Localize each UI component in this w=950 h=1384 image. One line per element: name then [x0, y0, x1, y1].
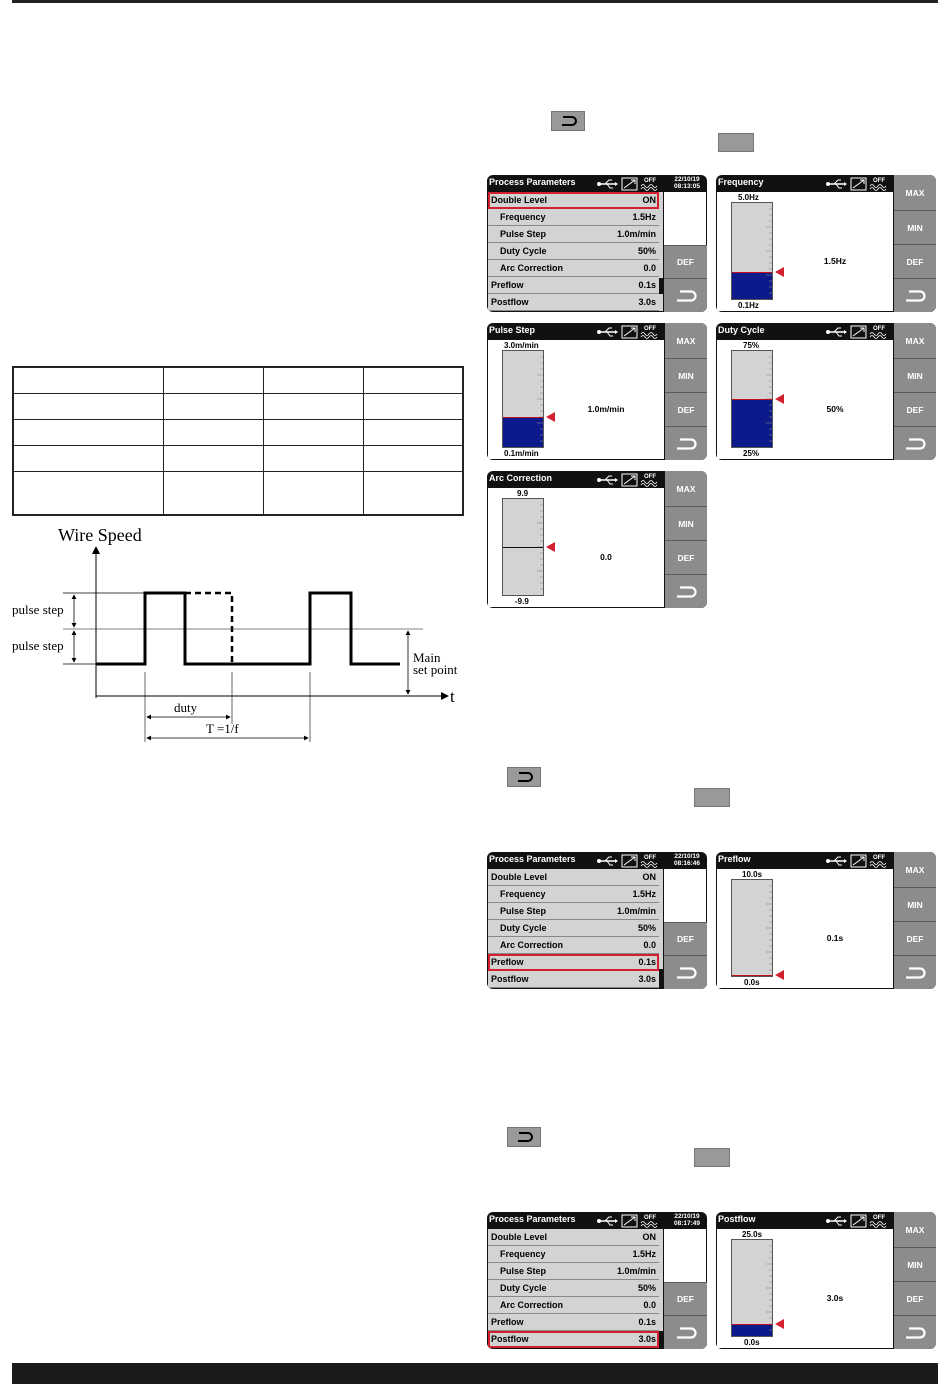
item-value: 50%	[637, 246, 656, 256]
usb-icon	[826, 180, 847, 188]
item-value: 3.0s	[638, 1334, 656, 1344]
wave-icon	[870, 333, 886, 339]
status-icons	[595, 176, 665, 191]
trend-icon	[851, 1215, 866, 1227]
scroll-thumb[interactable]	[659, 969, 663, 988]
back-button[interactable]	[894, 1315, 936, 1349]
return-icon	[515, 772, 533, 782]
list-item-postflow[interactable]	[488, 294, 659, 311]
datetime	[667, 1213, 707, 1229]
preflow-screen	[716, 852, 936, 989]
status-icons	[824, 853, 894, 868]
item-label: Double Level	[491, 1232, 548, 1242]
screen-title: Pulse Step	[489, 325, 536, 335]
wave-icon	[641, 185, 657, 191]
item-value: 1.0m/min	[616, 906, 656, 916]
screen-title: Process Parameters	[489, 1214, 576, 1224]
diagram-title: Wire Speed	[58, 525, 142, 545]
status-icons	[595, 324, 665, 339]
scrollbar[interactable]	[659, 1229, 663, 1348]
date-text: 22/10/19	[674, 1213, 700, 1220]
gauge-bar[interactable]	[731, 1239, 773, 1337]
list-item-arc-correction[interactable]	[488, 937, 659, 954]
pulse-step-screen	[487, 323, 707, 460]
scroll-thumb[interactable]	[659, 278, 663, 294]
process-parameters-screen-1	[487, 175, 707, 312]
def-button[interactable]: DEF	[664, 245, 707, 278]
status-icons	[824, 324, 894, 339]
gauge-area	[717, 192, 893, 311]
wave-icon	[641, 862, 657, 868]
def-button[interactable]: DEF	[664, 1282, 707, 1315]
time-text: 08:13:05	[673, 183, 701, 190]
gauge-level-line	[503, 547, 543, 548]
item-label: Frequency	[500, 889, 546, 899]
gauge-value: 1.0m/min	[587, 404, 625, 414]
item-value: 3.0s	[638, 974, 656, 984]
min-button[interactable]: MIN	[894, 887, 936, 921]
item-label: Postflow	[491, 297, 529, 307]
footer-bar	[12, 1363, 938, 1384]
return-icon	[904, 438, 926, 450]
gauge-bar[interactable]	[731, 350, 773, 448]
item-value: 3.0s	[638, 297, 656, 307]
def-button[interactable]: DEF	[664, 922, 707, 955]
gauge-area	[717, 1229, 893, 1348]
def-button[interactable]: DEF	[665, 540, 707, 574]
return-icon	[675, 967, 697, 979]
arc-correction-screen	[487, 471, 707, 608]
item-value: 0.1s	[638, 1317, 656, 1327]
back-button[interactable]	[894, 278, 936, 312]
def-button[interactable]: DEF	[894, 244, 936, 278]
gauge-area	[488, 340, 664, 459]
gauge-min-label: 0.1Hz	[738, 301, 759, 310]
screen-title: Duty Cycle	[718, 325, 765, 335]
max-button[interactable]: MAX	[894, 852, 936, 887]
wave-icon	[870, 1222, 886, 1228]
back-button[interactable]	[664, 278, 707, 312]
date-text: 22/10/19	[674, 176, 700, 183]
gauge-value: 50%	[826, 404, 844, 414]
trend-icon	[851, 326, 866, 338]
back-button-sample-3	[507, 1127, 541, 1147]
list-item-duty-cycle[interactable]	[488, 1280, 659, 1297]
gauge-min-label: 0.1m/min	[504, 449, 539, 458]
item-label: Preflow	[491, 1317, 524, 1327]
back-button[interactable]	[894, 426, 936, 460]
off-label: OFF	[644, 178, 656, 184]
min-button[interactable]: MIN	[894, 210, 936, 244]
gauge-min-label: 25%	[743, 449, 760, 458]
parameter-table	[12, 366, 464, 516]
list-item-preflow[interactable]	[488, 277, 659, 294]
gauge-bar[interactable]	[731, 202, 773, 300]
button-sample-2	[694, 788, 730, 807]
gauge-max-label: 10.0s	[742, 870, 763, 879]
screen-title: Arc Correction	[489, 473, 553, 483]
process-parameters-screen-2	[487, 852, 707, 989]
usb-icon	[826, 857, 847, 865]
button-sample-3	[694, 1148, 730, 1167]
trend-icon	[851, 855, 866, 867]
gauge-max-label: 5.0Hz	[738, 193, 759, 202]
item-label: Duty Cycle	[500, 1283, 547, 1293]
period-label: T =1/f	[206, 721, 239, 736]
gauge-bar[interactable]	[502, 498, 544, 596]
gauge-min-label: -9.9	[515, 597, 529, 606]
scroll-thumb[interactable]	[659, 1331, 663, 1348]
gauge-value: 3.0s	[826, 1293, 844, 1303]
list-item-arc-correction[interactable]	[488, 260, 659, 277]
datetime	[667, 853, 707, 869]
def-button[interactable]: DEF	[665, 392, 707, 426]
off-label: OFF	[644, 474, 656, 480]
gauge-max-label: 3.0m/min	[504, 341, 539, 350]
min-button[interactable]: MIN	[894, 358, 936, 392]
item-value: 0.0	[643, 263, 656, 273]
usb-icon	[597, 857, 618, 865]
back-button[interactable]	[664, 1315, 707, 1349]
gauge-area	[488, 488, 664, 607]
gauge-level-line	[503, 417, 543, 418]
screen-title: Process Parameters	[489, 854, 576, 864]
item-value: 0.0	[643, 1300, 656, 1310]
item-label: Arc Correction	[500, 263, 564, 273]
item-label: Pulse Step	[500, 906, 547, 916]
main-label-line1: Main	[413, 650, 441, 665]
gauge-min-label: 0.0s	[744, 978, 760, 987]
trend-icon	[622, 326, 637, 338]
gauge-ticks	[535, 351, 543, 447]
process-parameters-screen-3	[487, 1212, 707, 1349]
gauge-max-label: 75%	[743, 341, 760, 350]
datetime	[667, 176, 707, 192]
list-item-pulse-step[interactable]	[488, 1263, 659, 1280]
pulse-step-lower-label: pulse step	[12, 638, 64, 653]
parameter-list	[488, 192, 659, 311]
min-button[interactable]: MIN	[665, 358, 707, 392]
status-icons	[595, 853, 665, 868]
item-label: Arc Correction	[500, 1300, 564, 1310]
duty-label: duty	[174, 700, 198, 715]
screen-title: Preflow	[718, 854, 751, 864]
item-value: 1.5Hz	[632, 889, 656, 899]
max-button[interactable]: MAX	[894, 323, 936, 358]
def-button[interactable]: DEF	[894, 921, 936, 955]
gauge-level-line	[732, 399, 772, 400]
gauge-max-label: 9.9	[517, 489, 529, 498]
gauge-value: 0.0	[600, 552, 612, 562]
gauge-value: 1.5Hz	[823, 256, 847, 266]
usb-icon	[826, 328, 847, 336]
trend-icon	[622, 855, 637, 867]
max-button[interactable]: MAX	[894, 1212, 936, 1247]
back-button[interactable]	[665, 574, 707, 608]
usb-icon	[597, 180, 618, 188]
item-value: 1.5Hz	[632, 212, 656, 222]
gauge-bar[interactable]	[731, 879, 773, 977]
scrollbar[interactable]	[659, 869, 663, 988]
off-label: OFF	[873, 855, 885, 861]
item-value: 1.5Hz	[632, 1249, 656, 1259]
gauge-ticks	[764, 203, 772, 299]
back-button-sample-2	[507, 767, 541, 787]
time-text: 08:16:46	[673, 860, 701, 867]
item-label: Frequency	[500, 1249, 546, 1259]
trend-icon	[622, 178, 637, 190]
gauge-pointer	[775, 970, 784, 980]
time-text: 08:17:49	[673, 1220, 701, 1227]
trend-icon	[851, 178, 866, 190]
list-item-double-level[interactable]	[488, 192, 659, 209]
frequency-screen	[716, 175, 936, 312]
gauge-value: 0.1s	[826, 933, 844, 943]
trend-icon	[622, 474, 637, 486]
trend-icon	[622, 1215, 637, 1227]
item-label: Preflow	[491, 957, 524, 967]
return-icon	[904, 290, 926, 302]
top-rule	[12, 0, 938, 3]
gauge-pointer	[775, 394, 784, 404]
list-item-frequency[interactable]	[488, 886, 659, 903]
gauge-level-line	[732, 975, 772, 976]
button-sample	[718, 133, 754, 152]
duty-cycle-screen	[716, 323, 936, 460]
item-label: Duty Cycle	[500, 246, 547, 256]
list-item-preflow[interactable]	[488, 954, 659, 971]
postflow-screen	[716, 1212, 936, 1349]
wave-icon	[641, 333, 657, 339]
item-label: Arc Correction	[500, 940, 564, 950]
parameter-list	[488, 1229, 659, 1348]
list-item-frequency[interactable]	[488, 1246, 659, 1263]
return-icon	[675, 290, 697, 302]
def-button[interactable]: DEF	[894, 392, 936, 426]
item-value: 0.1s	[638, 280, 656, 290]
back-button-sample	[551, 111, 585, 131]
gauge-min-label: 0.0s	[744, 1338, 760, 1347]
item-label: Pulse Step	[500, 1266, 547, 1276]
list-item-postflow[interactable]	[488, 971, 659, 988]
off-label: OFF	[644, 855, 656, 861]
list-item-pulse-step[interactable]	[488, 903, 659, 920]
item-label: Preflow	[491, 280, 524, 290]
item-value: 1.0m/min	[616, 1266, 656, 1276]
max-button[interactable]: MAX	[665, 323, 707, 358]
return-icon	[904, 1327, 926, 1339]
back-button[interactable]	[894, 955, 936, 989]
return-icon	[675, 438, 697, 450]
gauge-area	[717, 340, 893, 459]
return-icon	[559, 116, 577, 126]
gauge-pointer	[775, 1319, 784, 1329]
item-value: ON	[642, 195, 656, 205]
wave-icon	[641, 1222, 657, 1228]
return-icon	[904, 967, 926, 979]
wave-icon	[870, 862, 886, 868]
off-label: OFF	[644, 326, 656, 332]
item-value: 1.0m/min	[616, 229, 656, 239]
return-icon	[515, 1132, 533, 1142]
date-text: 22/10/19	[674, 853, 700, 860]
item-value: 50%	[637, 1283, 656, 1293]
list-item-arc-correction[interactable]	[488, 1297, 659, 1314]
gauge-pointer	[546, 542, 555, 552]
back-button[interactable]	[664, 955, 707, 989]
list-item-duty-cycle[interactable]	[488, 243, 659, 260]
item-label: Double Level	[491, 195, 548, 205]
status-icons	[824, 176, 894, 191]
return-icon	[675, 1327, 697, 1339]
item-label: Double Level	[491, 872, 548, 882]
max-button[interactable]: MAX	[894, 175, 936, 210]
item-label: Frequency	[500, 212, 546, 222]
status-icons	[824, 1213, 894, 1228]
gauge-bar[interactable]	[502, 350, 544, 448]
off-label: OFF	[873, 1215, 885, 1221]
gauge-pointer	[775, 267, 784, 277]
parameter-list	[488, 869, 659, 988]
usb-icon	[597, 476, 618, 484]
off-label: OFF	[873, 178, 885, 184]
wire-speed-diagram	[8, 522, 468, 747]
wave-icon	[641, 481, 657, 487]
gauge-ticks	[764, 880, 772, 976]
item-value: ON	[642, 1232, 656, 1242]
gauge-ticks	[764, 1240, 772, 1336]
item-label: Pulse Step	[500, 229, 547, 239]
usb-icon	[597, 1217, 618, 1225]
wave-icon	[870, 185, 886, 191]
list-item-double-level[interactable]	[488, 1229, 659, 1246]
pulse-step-upper-label: pulse step	[12, 602, 64, 617]
screen-title: Frequency	[718, 177, 764, 187]
item-value: 0.0	[643, 940, 656, 950]
list-item-double-level[interactable]	[488, 869, 659, 886]
screen-title: Postflow	[718, 1214, 756, 1224]
off-label: OFF	[873, 326, 885, 332]
gauge-level-line	[732, 272, 772, 273]
list-item-postflow[interactable]	[488, 1331, 659, 1348]
item-value: 50%	[637, 923, 656, 933]
list-item-duty-cycle[interactable]	[488, 920, 659, 937]
usb-icon	[597, 328, 618, 336]
back-button[interactable]	[665, 426, 707, 460]
list-item-preflow[interactable]	[488, 1314, 659, 1331]
list-item-frequency[interactable]	[488, 209, 659, 226]
item-value: 0.1s	[638, 957, 656, 967]
min-button[interactable]: MIN	[894, 1247, 936, 1281]
def-button[interactable]: DEF	[894, 1281, 936, 1315]
status-icons	[595, 1213, 665, 1228]
item-label: Postflow	[491, 1334, 529, 1344]
gauge-level-line	[732, 1324, 772, 1325]
axis-t-label: t	[450, 687, 455, 706]
gauge-max-label: 25.0s	[742, 1230, 763, 1239]
item-label: Postflow	[491, 974, 529, 984]
gauge-area	[717, 869, 893, 988]
item-value: ON	[642, 872, 656, 882]
off-label: OFF	[644, 1215, 656, 1221]
item-label: Duty Cycle	[500, 923, 547, 933]
screen-title: Process Parameters	[489, 177, 576, 187]
main-label-line2: set point	[413, 662, 458, 677]
scrollbar[interactable]	[659, 192, 663, 311]
list-item-pulse-step[interactable]	[488, 226, 659, 243]
max-button[interactable]: MAX	[665, 471, 707, 506]
status-icons	[595, 472, 665, 487]
return-icon	[675, 586, 697, 598]
usb-icon	[826, 1217, 847, 1225]
min-button[interactable]: MIN	[665, 506, 707, 540]
